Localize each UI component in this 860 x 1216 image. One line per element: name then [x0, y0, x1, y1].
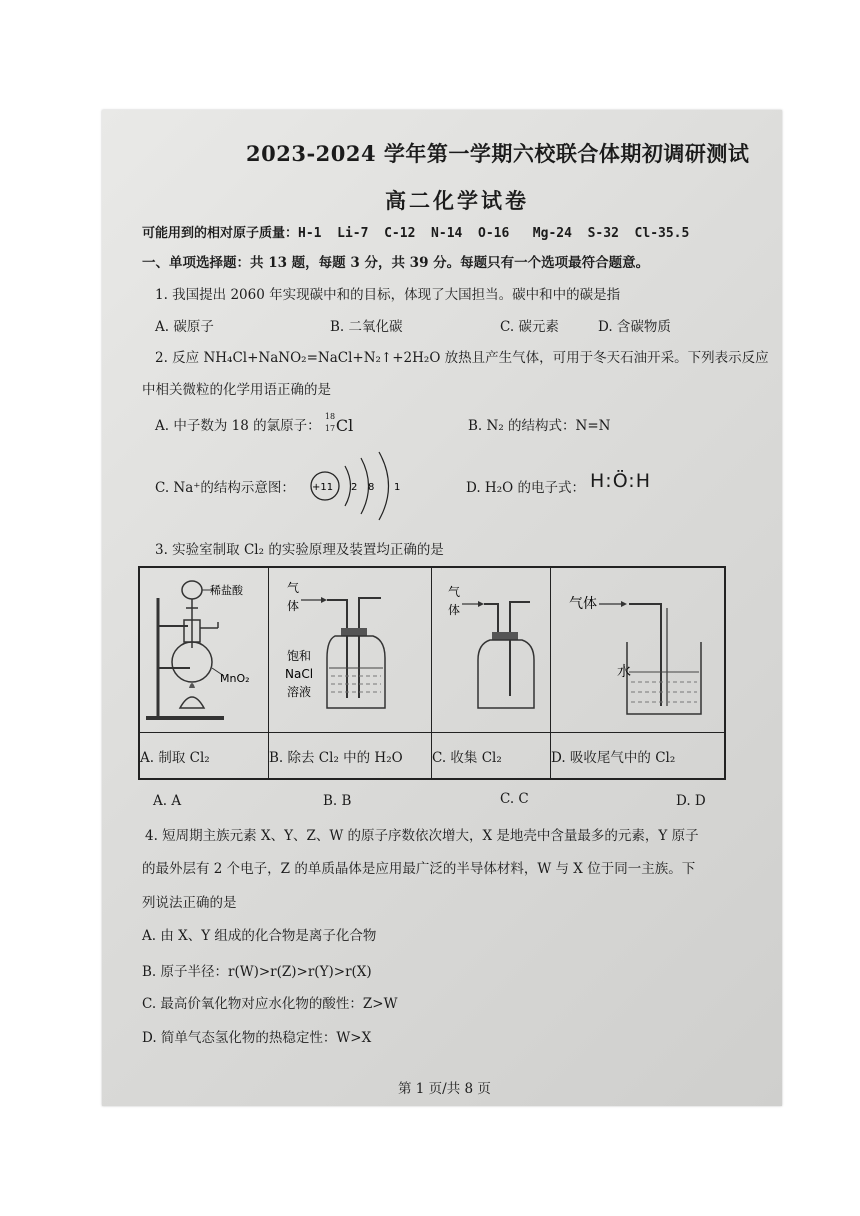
section-heading: 一、单项选择题：共 13 题，每题 3 分，共 39 分。每题只有一个选项最符合题意。 [142, 255, 650, 271]
q2-option-a-text: A. 中子数为 18 的氯原子： [155, 418, 321, 434]
nucleus-charge: +11 [312, 482, 334, 493]
caption-a: A. 制取 Cl₂ [139, 733, 269, 780]
q1-option-a: A. 碳原子 [155, 319, 214, 335]
apparatus-c-cell [432, 567, 551, 733]
q2-option-c: C. Na⁺的结构示意图： [155, 480, 295, 496]
shell-2-electrons: 8 [368, 482, 375, 493]
saturated-label: 饱和 [287, 649, 312, 663]
q4-stem-line2: 的最外层有 2 个电子，Z 的单质晶体是应用最广泛的半导体材料，W 与 X 位于同一主族。下 [142, 861, 696, 877]
exam-title: 2023-2024 学年第一学期六校联合体期初调研测试 [246, 141, 750, 166]
q4-option-b: B. 原子半径：r(W)>r(Z)>r(Y)>r(X) [142, 964, 372, 980]
q3-answer-c: C. C [500, 791, 529, 807]
sodium-ion-structure-diagram [300, 448, 420, 524]
q4-stem-line1: 4. 短周期主族元素 X、Y、Z、W 的原子序数依次增大，X 是地壳中含量最多的元素，Y 原子 [145, 828, 699, 844]
q4-option-d: D. 简单气态氢化物的热稳定性：W>X [142, 1030, 372, 1046]
dilute-hcl-label: 稀盐酸 [210, 584, 243, 597]
solution-label: 溶液 [287, 685, 312, 699]
water-electron-formula: H:Ö:H [590, 470, 651, 492]
caption-c: C. 收集 Cl₂ [432, 733, 551, 780]
apparatus-a-cell [139, 567, 269, 733]
nuclide-symbol: Cl [335, 415, 354, 435]
q3-answer-b: B. B [323, 793, 352, 809]
wash-bottle-apparatus [269, 568, 429, 728]
q4-option-c: C. 最高价氧化物对应水化物的酸性：Z>W [142, 996, 398, 1012]
nacl-label: NaCl [285, 667, 314, 681]
chlorine-generator-apparatus [140, 568, 266, 728]
atomic-masses: 可能用到的相对原子质量：H-1 Li-7 C-12 N-14 O-16 Mg-24 S-32 Cl-35.5 [142, 226, 690, 241]
chlorine-nuclide [324, 411, 363, 436]
q4-option-a: A. 由 X、Y 组成的化合物是离子化合物 [142, 928, 377, 944]
nuclide-mass-number: 18 [324, 411, 336, 421]
q3-stem: 3. 实验室制取 Cl₂ 的实验原理及装置均正确的是 [155, 542, 444, 558]
gas-collection-bottle [432, 568, 548, 728]
q2-stem-line1: 2. 反应 NH₄Cl+NaNO₂=NaCl+N₂↑+2H₂O 放热且产生气体，可用于冬天石油开采。下列表示反应 [155, 350, 769, 366]
shell-1-electrons: 2 [351, 482, 358, 493]
q4-stem-line3: 列说法正确的是 [142, 895, 237, 911]
q3-answer-d: D. D [676, 793, 706, 809]
tail-gas-absorption-beaker [551, 568, 721, 728]
gas-label-c2: 体 [448, 603, 461, 617]
apparatus-d-cell [551, 567, 726, 733]
q2-option-a [155, 411, 363, 436]
caption-b: B. 除去 Cl₂ 中的 H₂O [269, 733, 432, 780]
q2-option-d: D. H₂O 的电子式： [466, 480, 585, 496]
q2-stem-line2: 中相关微粒的化学用语正确的是 [142, 382, 331, 398]
apparatus-b-cell [269, 567, 432, 733]
q1-option-c: C. 碳元素 [500, 319, 559, 335]
gas-label-b2: 体 [287, 599, 300, 613]
gas-label-b1: 气 [287, 581, 300, 595]
caption-d: D. 吸收尾气中的 Cl₂ [551, 733, 726, 780]
q3-answer-a: A. A [153, 793, 182, 809]
water-label: 水 [617, 664, 631, 680]
q1-option-d: D. 含碳物质 [598, 319, 671, 335]
q1-stem: 1. 我国提出 2060 年实现碳中和的目标，体现了大国担当。碳中和中的碳是指 [155, 287, 621, 303]
exam-subtitle: 高二化学试卷 [385, 188, 529, 213]
q2-option-b: B. N₂ 的结构式：N=N [468, 418, 611, 434]
nuclide-atomic-number: 17 [324, 423, 336, 433]
page-number: 第 1 页/共 8 页 [398, 1081, 491, 1097]
mno2-label: MnO₂ [220, 672, 250, 685]
shell-3-electrons: 1 [394, 482, 401, 493]
gas-label-c1: 气 [448, 585, 461, 599]
gas-label-d: 气体 [569, 596, 597, 612]
q1-option-b: B. 二氧化碳 [330, 319, 403, 335]
q3-apparatus-table [138, 566, 726, 780]
